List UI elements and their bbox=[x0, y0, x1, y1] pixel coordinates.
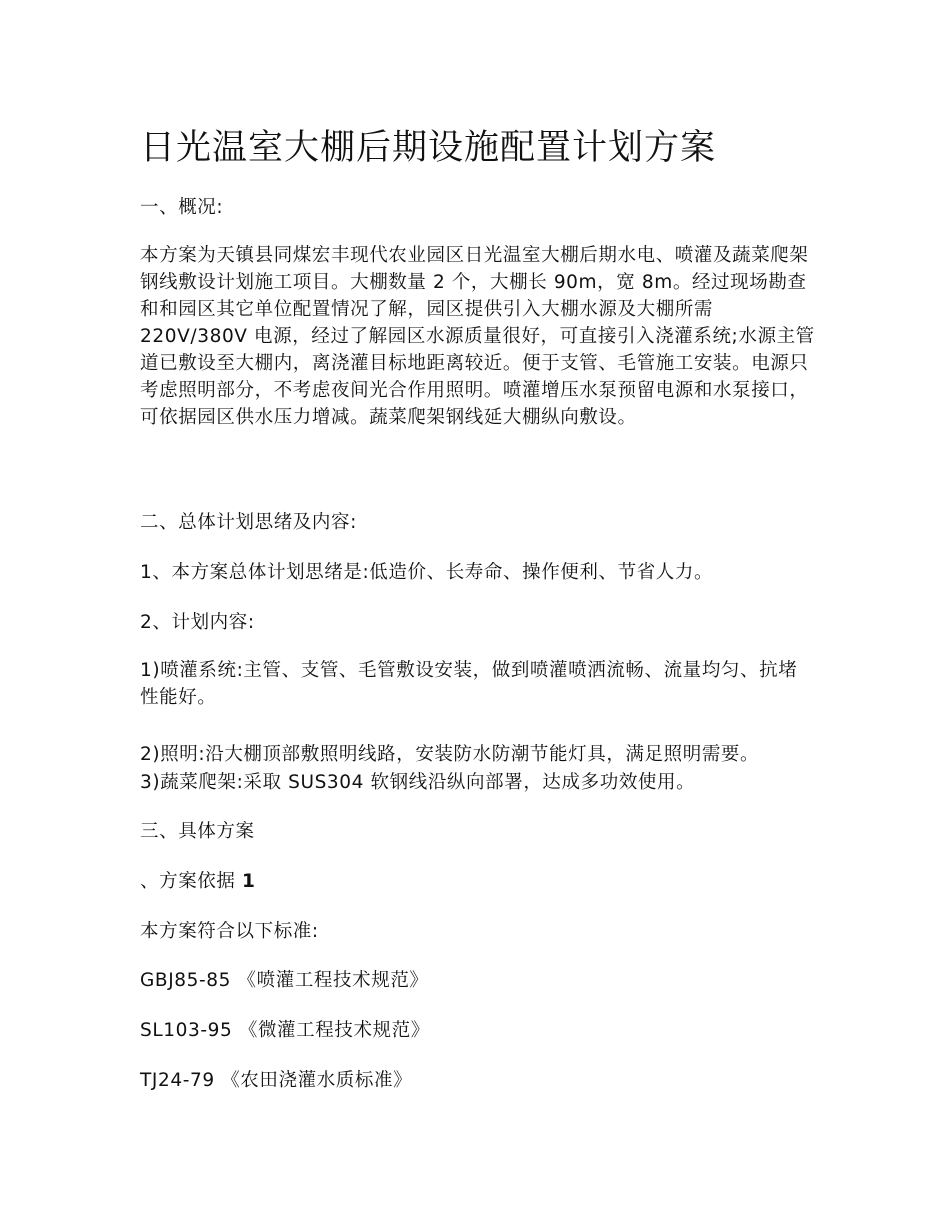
plan-basis-number: 1 bbox=[241, 871, 256, 892]
section-1-heading: 一、概况: bbox=[140, 197, 224, 218]
lighting-item: 2)照明:沿大棚顶部敷照明线路，安装防水防潮节能灯具，满足照明需要。 bbox=[140, 744, 760, 765]
sprinkler-system-item: 1)喷灌系统:主管、支管、毛管敷设安装，做到喷灌喷洒流畅、流量均匀、抗堵性能好。 bbox=[140, 660, 798, 708]
standards-intro: 本方案符合以下标准: bbox=[140, 921, 319, 942]
plan-idea-item: 1、本方案总体计划思绪是:低造价、长寿命、操作便利、节省人力。 bbox=[140, 562, 714, 583]
standard-item: TJ24-79 《农田浇灌水质标准》 bbox=[140, 1070, 413, 1091]
plan-content-item: 2、计划内容: bbox=[140, 612, 255, 633]
plan-basis-heading bbox=[140, 868, 255, 895]
section-1-body: 本方案为天镇县同煤宏丰现代农业园区日光温室大棚后期水电、喷灌及蔬菜爬架钢线敷设计划施工项目。大棚数量 2 个，大棚长 90m，宽 8m。经过现场勘查和和园区其它单位配置情况了解，园区提供引入大棚水源及大棚所需 220V/380V 电源，经过了解园区水源质量很好，可直接引入浇灌系统;水源主管道已敷设至大棚内，离浇灌目标地距离较近。便于支管、毛管施工安装。电源只考虑照明部分，不考虑夜间光合作用照明。喷灌增压水泵预留电源和水泵接口，可依据园区供水压力增减。蔬菜爬架钢线延大棚纵向敷设。 bbox=[140, 245, 815, 428]
standard-item: SL103-95 《微灌工程技术规范》 bbox=[140, 1020, 430, 1041]
document-title: 日光温室大棚后期设施配置计划方案 bbox=[140, 128, 717, 168]
vegetable-trellis-item: 3)蔬菜爬架:采取 SUS304 软钢线沿纵向部署，达成多功效使用。 bbox=[140, 772, 696, 793]
standard-item: GBJ85-85 《喷灌工程技术规范》 bbox=[140, 970, 429, 991]
section-2-heading: 二、总体计划思绪及内容: bbox=[140, 512, 357, 533]
section-3-heading: 三、具体方案 bbox=[140, 821, 255, 842]
plan-basis-text: 、方案依据 bbox=[140, 871, 242, 892]
